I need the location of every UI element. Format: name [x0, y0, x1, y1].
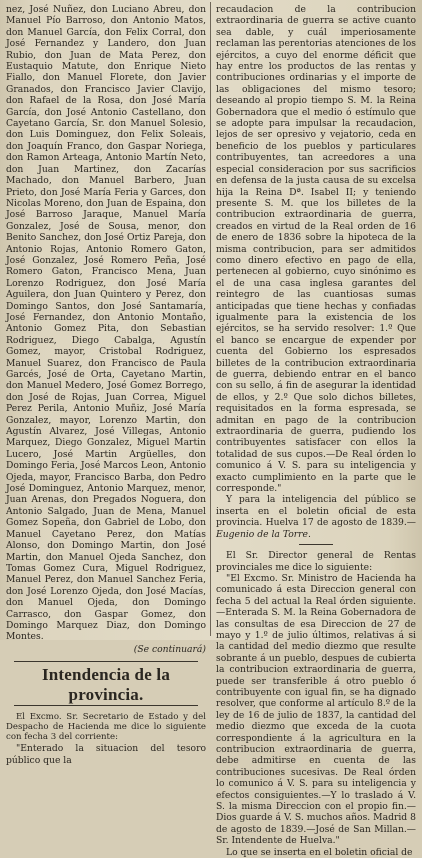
names-list-paragraph: nez, José Nuñez, don Luciano Abreu, don Manuel Pío Barroso, don Antonio Matos, don Manuel García, don Felix Corral, don José Fernandez y Landero, don Juan Rubio, don Juan de Mata Perez, don Eustaquio Matute, don Enrique Nieto Fiallo, don Manuel Florete, don Javier Granados, don Francisco Javier Clavijo, don Rafael de la Rosa, don José María García, don José Antonio Castellano, don Cayetano García, Sr. don Manuel Solesio, don Luis Dominguez, don Felix Soleais, don Joaquín Franco, don Gaspar Noriega, don Ramon Arteaga, Antonio Martín Neto, don Juan Martinez, don Zacarías Machado, don Manuel Barbero, Juan Prieto, don José María Feria y Garces, don Nicolas Moreno, don Juan de Espaina, don José Barroso Jaraque, Manuel María Gonzalez, José de Sousa, menor, don Benito Sanchez, don José Ortiz Pareja, don Antonio Rojas, Antonio Romero Gaton, José Gonzalez, José Romero Peña, José Romero Gaton, Francisco Mena, Juan Lorenzo Rodriguez, don José María Aguilera, don Juan Quintero y Perez, don Domingo Santos, don José Santamaría, José Fernandez, don Antonio Montaño, Antonio Gomez Pita, don Sebastian Rodriguez, Diego Cabalga, Agustín Gomez, mayor, Cristobal Rodriguez, Manuel Suarez, don Francisco de Paula Garcés, José de Orta, Cayetano Martin, don Manuel Medero, José Gomez Borrego, don José de Rojas, Juan Correa, Miguel Perez Perila, Antonio Muñiz, José María Gonzalez, mayor, Lorenzo Martin, don Agustín Alvarez, José Villegas, Antonio Marquez, Diego Gonzalez, Miguel Martin Lucero, José Martin Argüelles, don Domingo Feria, José Marcos Leon, Antonio Ojeda, mayor, Francisco Barba, don Pedro José Dominguez, Antonio Marquez, menor, Juan Arenas, don Pregados Noguera, don Antonio Salgado, Juan de Mena, Manuel Gomez Sopeña, don Gabriel de Lobo, don Manuel Cayetano Perez, don Matías Alonso, don Domingo Martin, don José Martin, don Manuel Ojeda Sanchez, don Tomas Gomez Cura, Miguel Rodriguez, Manuel Perez, don Manuel Sanchez Feria, don José Lorenzo Ojeda, don José Macías, don Manuel Ojeda, don Domingo Carrasco, don Gaspar Gomez, don Domingo Marquez Diaz, don Domingo Montes.: [6, 4, 206, 643]
left-column: [6, 4, 206, 766]
right-column: [216, 4, 416, 858]
closing-paragraph: Lo que se inserta en el boletin oficial de: [226, 846, 413, 858]
publication-paragraph: [216, 494, 416, 540]
lead-paragraph: El Excmo. Sr. Secretario de Estado y del Despacho de Hacienda me dice lo siguiente con fecha 3 del corriente:: [6, 712, 206, 743]
royal-order-paragraph: "El Excmo. Sr. Ministro de Hacienda ha comunicado á esta Direccion general con fecha 5 del actual la Real órden siguiente.—Enterada S. M. la Reina Gobernadora de las consultas de esa Direccion de 27 de mayo y 1.º de julio últimos, relativas á si la cantidad del medio diezmo que resulte sobrante á un pueblo, despues de cubierta la contribucion extraordinaria de guerra, puede ser transferible á otro pueblo ó contribuyente con igual fin, se ha dignado resolver, que conforme al artículo 8.º de la ley de 16 de julio de 1837, la cantidad del medio diezmo que exceda de la cuota correspondiente á la agricultura en la contribucion extraordinaria de guerra, debe admitirse en cuenta de las contribuciones sucesivas. De Real órden lo comunico á V. S. para su inteligencia y efectos consiguientes.—Y lo traslado á V. S. la misma Direccion con el propio fin.—Dios guarde á V. S. muchos años. Madrid 8 de agosto de 1839.—José de San Millan.—Sr. Intendente de Huelva.": [216, 572, 416, 847]
continued-note: (Se continuará): [133, 643, 206, 655]
section-rule-top: [14, 661, 198, 662]
publication-text: Y para la inteligencia del público se inserta en el boletin oficial de esta provincia. Huelva 17 de agosto de 1839.—: [216, 494, 416, 529]
section-heading: Intendencia de la provincia.: [41, 665, 171, 705]
quote-start-paragraph: "Enterado la situacion del tesoro público que la: [6, 743, 206, 766]
signature: Eugenio de la Torre.: [216, 528, 311, 540]
column-divider: [210, 2, 211, 636]
decree-paragraph: recaudacion de la contribucion extraordinaria de guerra se active cuanto sea dable, y cuál imperiosamente reclaman las perentorias atenciones de los ejércitos, a cuyo del enorme déficit que hay entre los productos de las rentas y contribuciones ordinarias y el importe de las obligaciones del mismo tesoro; deseando al propio tiempo S. M. la Reina Gobernadora que el medio ó estímulo que se adopte para impulsar la recaudacion, lejos de ser opresivo y vejatorio, ceda en beneficio de los pueblos y particulares contribuyentes, tan acreedores a una especial consideracion por sus sacrificios en defensa de la justa causa de su excelsa hija la Reina Dª. Isabel II; y teniendo presente S. M. que los billetes de la contribucion extraordinaria de guerra, creados en virtud de la Real orden de 16 de enero de 1836 sobre la hipoteca de la misma contribucion, para ser admitidos como dinero efectivo en pago de ella, pertenecen al gobierno, cuyo sinónimo es el de una casa inglesa garantes del reintegro de las cuantiosas sumas anticipadas que tiene hechas y confiadas igualmente para la existencia de los ejércitos, se ha servido resolver: 1.º Que el banco se encargue de expender por cuenta del Gobierno los espresados billetes de la contribucion extraordinaria de guerra, debiendo entrar en el banco con su sello, á fin de asegurar la identidad de ellos, y 2.º Que solo dichos billetes, requisitados en la forma espresada, se admitan en pago de la contribucion extraordinaria de guerra, pudiendo los contribuyentes satisfacer con ellos la totalidad de sus cupos.—De Real órden lo comunico á V. S. para su inteligencia y exacto cumplimiento en la parte que le corresponde.": [216, 4, 416, 495]
director-intro-paragraph: El Sr. Director general de Rentas provinciales me dice lo siguiente:: [216, 550, 416, 573]
section-rule-bottom: [14, 705, 198, 706]
paragraph-rule: [299, 544, 333, 545]
